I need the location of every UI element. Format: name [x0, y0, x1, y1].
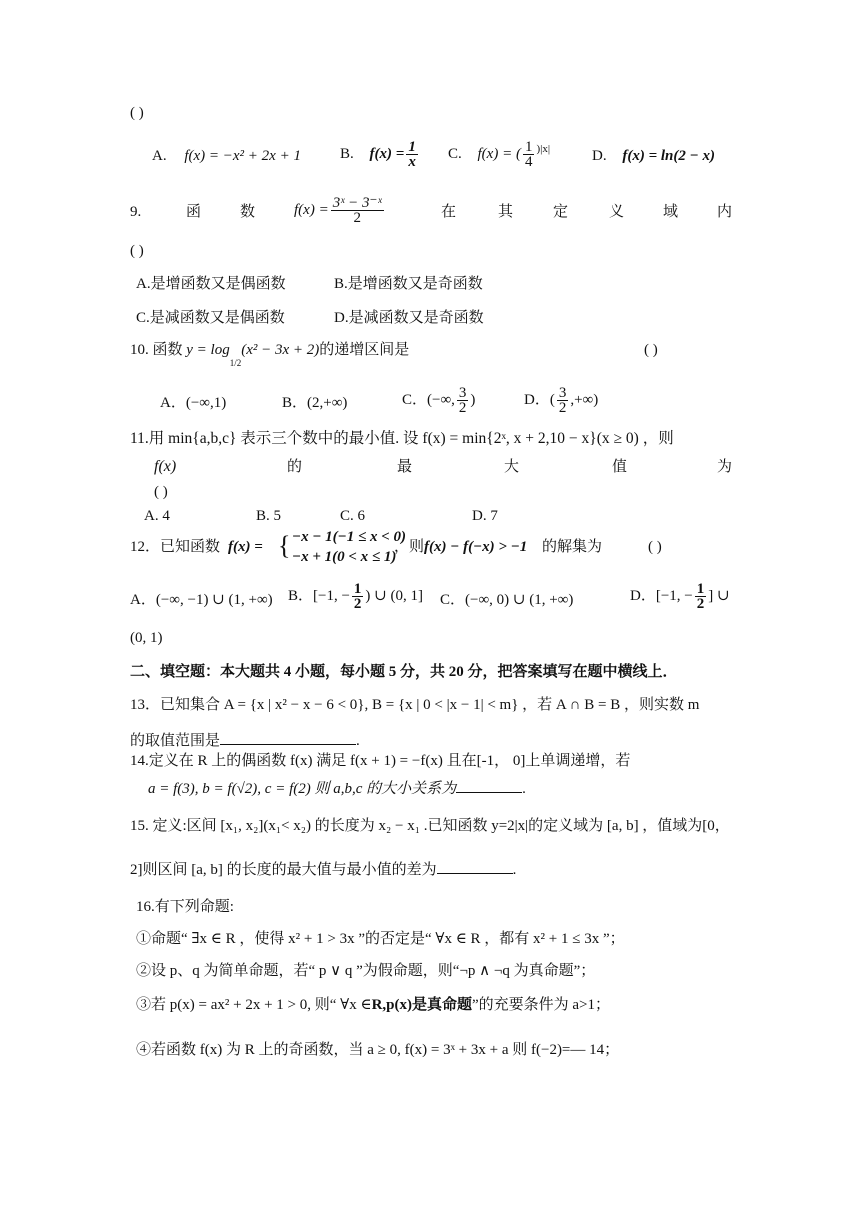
- q11-word: 大: [504, 459, 520, 475]
- q10-option-c-den: 2: [458, 400, 467, 416]
- q11-word: 最: [397, 459, 413, 475]
- q12-option-d-a: D．[−1, −: [630, 587, 693, 604]
- q11-option-c: C. 6: [340, 508, 366, 524]
- q11-option-b: B. 5: [256, 508, 282, 524]
- q14-stem-line2: [148, 779, 526, 799]
- q10-stem: [130, 340, 409, 373]
- q12-lhs: f(x) =: [228, 539, 263, 555]
- q9-word: 定: [553, 204, 569, 220]
- q9-word: 内: [717, 204, 733, 220]
- q16-item-3-b: R,p(x)是真命题: [371, 997, 472, 1013]
- q12-option-d: [630, 582, 730, 611]
- q11-option-a: A. 4: [144, 508, 170, 524]
- q9-word: 在: [441, 204, 457, 220]
- q12-option-b-b: ) ∪ (0, 1]: [365, 587, 423, 604]
- q16-intro: 16.有下列命题:: [136, 899, 234, 915]
- q10-option-d-b: ,+∞): [570, 391, 599, 408]
- q12-stem: [0, 525, 860, 569]
- q9-number: 9.: [130, 204, 142, 220]
- q9-frac-den: 2: [353, 210, 361, 226]
- q8-option-c-den: 4: [524, 154, 533, 170]
- q9-frac-num: 3ˣ − 3⁻ˣ: [332, 195, 382, 211]
- q10-option-c-a: C．(−∞,: [402, 391, 455, 408]
- q9-function-fraction: [331, 196, 384, 225]
- q12-brace: {: [278, 531, 291, 560]
- q12-option-a: A．(−∞, −1) ∪ (1, +∞): [130, 592, 273, 608]
- q9-option-b: B.是增函数又是奇函数: [334, 276, 483, 292]
- q12-option-d-fraction: [695, 582, 707, 611]
- q8-option-c-num: 1: [524, 139, 533, 155]
- q15-stem-line2: [130, 860, 516, 880]
- q11-word: 的: [287, 459, 303, 475]
- q8-option-b-fraction: [406, 140, 418, 169]
- q9-option-c: C.是减函数又是偶函数: [136, 310, 285, 326]
- q9-function-lhs: f(x) =: [294, 201, 329, 218]
- q13-text: 的取值范围是: [130, 733, 221, 749]
- q14-answer-blank[interactable]: [456, 792, 522, 793]
- q9-word: 域: [663, 204, 679, 220]
- q10-option-c-b: ): [470, 391, 476, 408]
- q12-option-b-den: 2: [353, 596, 362, 612]
- q10-log-base: 1/2: [229, 358, 242, 368]
- q10-option-d: [524, 386, 598, 415]
- q9-answer-paren: ( ): [130, 243, 144, 259]
- q16-item-1: ①命题“ ∃x ∈ R ，使得 x² + 1 > 3x ”的否定是“ ∀x ∈ R ，都有 x² + 1 ≤ 3x ”；: [136, 931, 625, 947]
- q8-option-c-label: C.: [448, 145, 462, 162]
- q8-option-c: [448, 140, 550, 169]
- q12-text: 的解集为: [542, 539, 603, 555]
- q10-option-b: B．(2,+∞): [282, 395, 348, 411]
- q12-option-b-fraction: [352, 582, 364, 611]
- q10-option-d-a: D．(: [524, 391, 555, 408]
- q14-text: a = f(3), b = f(√2), c = f(2) 则 a,b,c 的大小关系为: [148, 781, 457, 797]
- q12-option-b: [288, 582, 423, 611]
- q9-option-a: A.是增函数又是偶函数: [136, 276, 286, 292]
- q8-option-c-exp: )|x|: [536, 142, 551, 155]
- q8-option-c-lhs: f(x) = (: [477, 145, 521, 162]
- q8-option-b-num: 1: [408, 139, 416, 155]
- q8-option-b-den: x: [408, 154, 416, 170]
- q8-option-c-fraction: [523, 140, 535, 169]
- q10-option-d-num: 3: [558, 385, 567, 401]
- q12-case-2: −x + 1(0 < x ≤ 1): [292, 549, 397, 565]
- q11-word: 为: [717, 459, 733, 475]
- q16-item-3-c: ”的充要条件为 a>1；: [471, 997, 611, 1013]
- q15-stem: 15. 定义:区间 [x₁, x₂](x₁< x₂) 的长度为 x₂ − x₁ .已知函数 y=2|x|的定义域为 [a, b] ，值域为[0，: [130, 818, 730, 834]
- q16-item-3: [136, 995, 610, 1015]
- q12-option-d-b: ] ∪: [708, 587, 730, 604]
- q10-answer-paren: ( ): [644, 342, 658, 358]
- q10-option-d-fraction: [557, 386, 569, 415]
- q12-option-b-a: B．[−1, −: [288, 587, 350, 604]
- q10-log-arg: (x² − 3x + 2): [241, 342, 320, 358]
- q11-option-d: D. 7: [472, 508, 498, 524]
- q12-condition: f(x) − f(−x) > −1: [424, 539, 528, 555]
- q10-option-a: A．(−∞,1): [160, 395, 227, 411]
- q8-option-b-label: B.: [340, 145, 354, 162]
- q13-stem-line2: [130, 731, 360, 751]
- q13-answer-blank[interactable]: [220, 744, 356, 745]
- q9-word: 义: [609, 204, 625, 220]
- q14-stem: 14.定义在 R 上的偶函数 f(x) 满足 f(x + 1) = −f(x) 且在[-1， 0]上单调递增，若: [130, 753, 631, 769]
- q11-word: f(x): [154, 458, 177, 475]
- q14-text-end: .: [522, 781, 526, 797]
- q15-answer-blank[interactable]: [437, 873, 513, 874]
- q8-option-a-expr: f(x) = −x² + 2x + 1: [184, 148, 301, 164]
- q11-stem: 11.用 min{a,b,c} 表示三个数中的最小值. 设 f(x) = min{2ˣ, x + 2,10 − x}(x ≥ 0) ，则: [130, 430, 674, 447]
- q10-text: 10. 函数: [130, 342, 183, 358]
- q12-option-d-num: 1: [696, 581, 705, 597]
- q9-stem: [0, 196, 860, 228]
- q16-item-4: ④若函数 f(x) 为 R 上的奇函数，当 a ≥ 0, f(x) = 3ˣ + 3x + a 则 f(−2)=— 14；: [136, 1042, 620, 1058]
- q16-item-3-a: ③若 p(x) = ax² + 2x + 1 > 0, 则“ ∀x ∈: [136, 997, 372, 1013]
- q9-word: 函: [186, 204, 202, 220]
- q8-option-d-expr: f(x) = ln(2 − x): [622, 148, 715, 164]
- q15-text: 2]则区间 [a, b] 的长度的最大值与最小值的差为: [130, 862, 437, 878]
- q10-option-c-fraction: [457, 386, 469, 415]
- q12-option-d-continued: (0, 1): [130, 630, 163, 646]
- q12-option-d-den: 2: [696, 596, 705, 612]
- q10-option-d-den: 2: [558, 400, 567, 416]
- q8-option-a-label: A.: [152, 148, 167, 164]
- q12-answer-paren: ( ): [648, 539, 662, 555]
- q12-text: ，则: [394, 539, 425, 555]
- q15-text-end: .: [512, 862, 517, 878]
- q13-text-end: .: [356, 733, 360, 749]
- q8-answer-paren: ( ): [130, 105, 144, 121]
- q9-function: [294, 196, 386, 225]
- q8-option-b: [340, 140, 420, 169]
- q12-option-b-num: 1: [353, 581, 362, 597]
- q16-item-2: ②设 p、q 为简单命题，若“ p ∨ q ”为假命题，则“¬p ∧ ¬q 为真命题”；: [136, 963, 596, 979]
- q13-stem: 13．已知集合 A = {x | x² − x − 6 < 0}, B = {x | 0 < |x − 1| < m} ，若 A ∩ B = B ，则实数 m: [130, 697, 700, 713]
- q8-option-d: [592, 146, 715, 166]
- q11-answer-paren: ( ): [154, 484, 168, 500]
- q10-option-c: [402, 386, 475, 415]
- q8-option-a: [152, 146, 301, 166]
- q9-word: 其: [498, 204, 514, 220]
- q11-word: 值: [612, 459, 628, 475]
- q12-option-c: C．(−∞, 0) ∪ (1, +∞): [440, 592, 574, 608]
- q11-stem-line2: [0, 455, 860, 481]
- q10-option-c-num: 3: [458, 385, 467, 401]
- q10-text: 的递增区间是: [319, 342, 410, 358]
- section-heading-fill-in: 二、填空题：本大题共 4 小题，每小题 5 分，共 20 分，把答案填写在题中横线上．: [130, 664, 678, 680]
- q8-option-b-lhs: f(x) =: [369, 145, 405, 162]
- q8-option-d-label: D.: [592, 148, 607, 164]
- q12-text: 12．已知函数: [130, 539, 221, 555]
- q9-option-d: D.是减函数又是奇函数: [334, 310, 484, 326]
- q12-case-1: −x − 1(−1 ≤ x < 0): [292, 529, 407, 545]
- q10-log-expr: y = log: [186, 342, 230, 358]
- q9-word: 数: [240, 204, 256, 220]
